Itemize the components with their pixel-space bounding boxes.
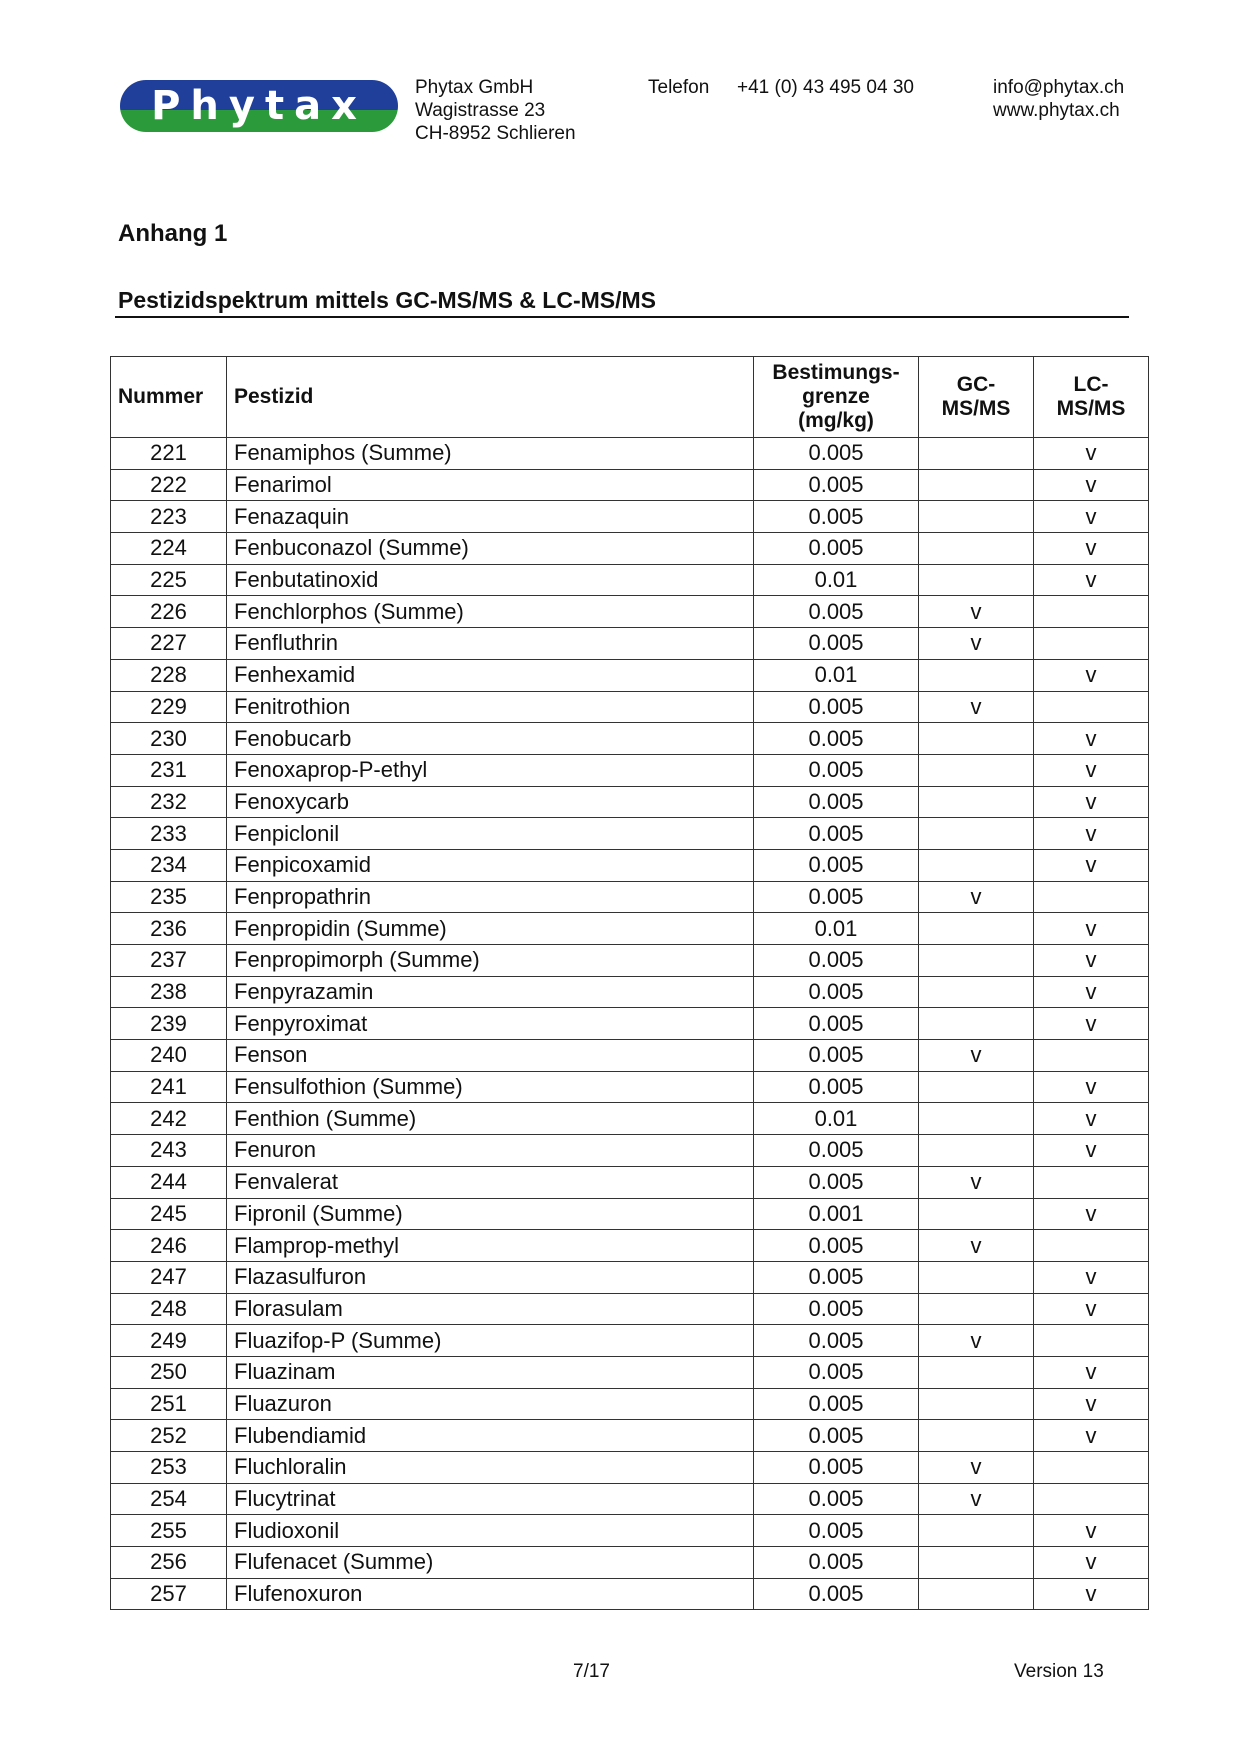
row-limit: 0.005	[754, 1135, 919, 1167]
row-lc-mark: v	[1034, 1135, 1149, 1167]
row-gc-mark	[919, 1071, 1034, 1103]
row-pesticide-name: Fenvalerat	[227, 1166, 754, 1198]
row-limit: 0.005	[754, 1071, 919, 1103]
phytax-logo	[120, 80, 398, 132]
table-row	[111, 1420, 1149, 1452]
table-row	[111, 1293, 1149, 1325]
row-limit: 0.005	[754, 1388, 919, 1420]
row-gc-mark: v	[919, 1452, 1034, 1484]
row-lc-mark: v	[1034, 564, 1149, 596]
row-gc-mark: v	[919, 691, 1034, 723]
row-gc-mark	[919, 1008, 1034, 1040]
row-lc-mark	[1034, 1483, 1149, 1515]
row-number: 230	[111, 723, 227, 755]
row-lc-mark: v	[1034, 1420, 1149, 1452]
col-pesticide-header: Pestizid	[227, 357, 754, 438]
row-limit: 0.005	[754, 1166, 919, 1198]
logo-text: Phytax	[151, 83, 367, 129]
row-lc-mark	[1034, 881, 1149, 913]
row-gc-mark	[919, 913, 1034, 945]
row-pesticide-name: Fluazuron	[227, 1388, 754, 1420]
row-limit: 0.005	[754, 501, 919, 533]
table-body	[111, 438, 1149, 1610]
row-pesticide-name: Fipronil (Summe)	[227, 1198, 754, 1230]
table-row	[111, 1515, 1149, 1547]
table-row	[111, 1452, 1149, 1484]
row-limit: 0.005	[754, 1261, 919, 1293]
row-gc-mark	[919, 849, 1034, 881]
row-number: 231	[111, 754, 227, 786]
table-row	[111, 659, 1149, 691]
row-lc-mark: v	[1034, 818, 1149, 850]
row-number: 245	[111, 1198, 227, 1230]
email-link[interactable]: info@phytax.ch	[993, 77, 1125, 98]
col-limit-line2: grenze	[802, 385, 870, 408]
row-number: 225	[111, 564, 227, 596]
row-lc-mark	[1034, 691, 1149, 723]
row-gc-mark	[919, 438, 1034, 470]
row-gc-mark	[919, 723, 1034, 755]
row-number: 251	[111, 1388, 227, 1420]
row-limit: 0.001	[754, 1198, 919, 1230]
row-limit: 0.005	[754, 754, 919, 786]
row-lc-mark: v	[1034, 723, 1149, 755]
row-number: 241	[111, 1071, 227, 1103]
row-limit: 0.005	[754, 628, 919, 660]
row-number: 255	[111, 1515, 227, 1547]
row-number: 226	[111, 596, 227, 628]
row-limit: 0.005	[754, 1356, 919, 1388]
col-limit-header	[754, 357, 919, 438]
table-row	[111, 596, 1149, 628]
row-limit: 0.005	[754, 1325, 919, 1357]
row-limit: 0.005	[754, 945, 919, 977]
col-gc-line2: MS/MS	[941, 397, 1011, 420]
row-limit: 0.005	[754, 723, 919, 755]
table-row	[111, 1483, 1149, 1515]
row-lc-mark	[1034, 1325, 1149, 1357]
table-row	[111, 1103, 1149, 1135]
row-number: 242	[111, 1103, 227, 1135]
row-number: 238	[111, 976, 227, 1008]
table-row	[111, 691, 1149, 723]
row-limit: 0.005	[754, 881, 919, 913]
row-limit: 0.01	[754, 1103, 919, 1135]
row-lc-mark: v	[1034, 1293, 1149, 1325]
table-row	[111, 818, 1149, 850]
row-gc-mark	[919, 1103, 1034, 1135]
col-limit-line1: Bestimungs-	[772, 361, 900, 384]
row-lc-mark	[1034, 628, 1149, 660]
pesticide-table	[110, 356, 1149, 1610]
row-limit: 0.005	[754, 1008, 919, 1040]
row-pesticide-name: Fenpyroximat	[227, 1008, 754, 1040]
row-gc-mark	[919, 1135, 1034, 1167]
row-number: 246	[111, 1230, 227, 1262]
row-pesticide-name: Flufenacet (Summe)	[227, 1547, 754, 1579]
table-row	[111, 1230, 1149, 1262]
row-pesticide-name: Fludioxonil	[227, 1515, 754, 1547]
table-row	[111, 1198, 1149, 1230]
row-lc-mark: v	[1034, 1261, 1149, 1293]
col-lc-line1: LC-	[1073, 373, 1109, 396]
row-limit: 0.005	[754, 691, 919, 723]
table-row	[111, 945, 1149, 977]
row-limit: 0.005	[754, 596, 919, 628]
row-lc-mark: v	[1034, 533, 1149, 565]
row-number: 250	[111, 1356, 227, 1388]
row-number: 243	[111, 1135, 227, 1167]
row-pesticide-name: Fenoxycarb	[227, 786, 754, 818]
table-row	[111, 1547, 1149, 1579]
row-limit: 0.005	[754, 1293, 919, 1325]
row-lc-mark: v	[1034, 976, 1149, 1008]
table-row	[111, 1325, 1149, 1357]
row-number: 236	[111, 913, 227, 945]
col-limit-line3: (mg/kg)	[798, 409, 874, 432]
table-row	[111, 533, 1149, 565]
row-lc-mark: v	[1034, 1388, 1149, 1420]
row-number: 249	[111, 1325, 227, 1357]
table-row	[111, 913, 1149, 945]
table-row	[111, 976, 1149, 1008]
table-row	[111, 786, 1149, 818]
row-lc-mark: v	[1034, 1547, 1149, 1579]
row-lc-mark: v	[1034, 786, 1149, 818]
row-pesticide-name: Fenamiphos (Summe)	[227, 438, 754, 470]
row-gc-mark	[919, 1420, 1034, 1452]
row-limit: 0.005	[754, 533, 919, 565]
table-row	[111, 1356, 1149, 1388]
row-lc-mark	[1034, 596, 1149, 628]
row-pesticide-name: Fenfluthrin	[227, 628, 754, 660]
table-header-row	[111, 357, 1149, 438]
row-pesticide-name: Fenarimol	[227, 469, 754, 501]
row-number: 221	[111, 438, 227, 470]
contact-web	[993, 76, 1124, 122]
row-gc-mark	[919, 1198, 1034, 1230]
row-number: 256	[111, 1547, 227, 1579]
row-limit: 0.005	[754, 976, 919, 1008]
row-limit: 0.005	[754, 786, 919, 818]
table-row	[111, 881, 1149, 913]
row-lc-mark: v	[1034, 913, 1149, 945]
col-gc-header	[919, 357, 1034, 438]
row-number: 253	[111, 1452, 227, 1484]
row-number: 224	[111, 533, 227, 565]
table-row	[111, 723, 1149, 755]
row-lc-mark: v	[1034, 438, 1149, 470]
phone-label: Telefon	[648, 77, 710, 98]
row-pesticide-name: Fenchlorphos (Summe)	[227, 596, 754, 628]
row-limit: 0.005	[754, 1420, 919, 1452]
row-gc-mark	[919, 469, 1034, 501]
row-lc-mark	[1034, 1166, 1149, 1198]
row-gc-mark	[919, 818, 1034, 850]
row-pesticide-name: Fenobucarb	[227, 723, 754, 755]
row-limit: 0.005	[754, 1040, 919, 1072]
row-pesticide-name: Flucytrinat	[227, 1483, 754, 1515]
row-pesticide-name: Fenbutatinoxid	[227, 564, 754, 596]
row-gc-mark	[919, 564, 1034, 596]
row-number: 254	[111, 1483, 227, 1515]
table-row	[111, 1135, 1149, 1167]
row-limit: 0.01	[754, 564, 919, 596]
table-row	[111, 1388, 1149, 1420]
row-number: 237	[111, 945, 227, 977]
appendix-title: Anhang 1	[118, 220, 228, 247]
row-number: 244	[111, 1166, 227, 1198]
table-row	[111, 628, 1149, 660]
row-lc-mark	[1034, 1452, 1149, 1484]
row-gc-mark	[919, 501, 1034, 533]
row-lc-mark: v	[1034, 501, 1149, 533]
row-lc-mark	[1034, 1040, 1149, 1072]
row-pesticide-name: Fenpropidin (Summe)	[227, 913, 754, 945]
table-row	[111, 438, 1149, 470]
row-pesticide-name: Fensulfothion (Summe)	[227, 1071, 754, 1103]
row-lc-mark: v	[1034, 469, 1149, 501]
row-number: 234	[111, 849, 227, 881]
table-row	[111, 1071, 1149, 1103]
row-lc-mark: v	[1034, 1515, 1149, 1547]
row-limit: 0.005	[754, 1547, 919, 1579]
col-gc-line1: GC-	[956, 373, 996, 396]
row-lc-mark: v	[1034, 1103, 1149, 1135]
row-limit: 0.005	[754, 1483, 919, 1515]
row-lc-mark	[1034, 1230, 1149, 1262]
row-limit: 0.005	[754, 1515, 919, 1547]
table-row	[111, 1040, 1149, 1072]
row-gc-mark	[919, 945, 1034, 977]
table-row	[111, 1261, 1149, 1293]
website-link[interactable]: www.phytax.ch	[993, 100, 1120, 121]
row-pesticide-name: Fenpicoxamid	[227, 849, 754, 881]
row-pesticide-name: Fenitrothion	[227, 691, 754, 723]
row-lc-mark: v	[1034, 849, 1149, 881]
company-city: CH-8952 Schlieren	[415, 123, 576, 144]
row-gc-mark	[919, 786, 1034, 818]
row-lc-mark: v	[1034, 1008, 1149, 1040]
row-lc-mark: v	[1034, 1578, 1149, 1610]
row-limit: 0.005	[754, 469, 919, 501]
row-pesticide-name: Fluazifop-P (Summe)	[227, 1325, 754, 1357]
row-number: 240	[111, 1040, 227, 1072]
company-address	[415, 76, 576, 145]
row-gc-mark: v	[919, 1040, 1034, 1072]
row-number: 223	[111, 501, 227, 533]
row-pesticide-name: Flubendiamid	[227, 1420, 754, 1452]
row-gc-mark	[919, 1515, 1034, 1547]
row-number: 239	[111, 1008, 227, 1040]
row-lc-mark: v	[1034, 1071, 1149, 1103]
document-version: Version 13	[1014, 1661, 1104, 1682]
row-lc-mark: v	[1034, 1198, 1149, 1230]
row-pesticide-name: Fenpiclonil	[227, 818, 754, 850]
row-number: 257	[111, 1578, 227, 1610]
row-lc-mark: v	[1034, 1356, 1149, 1388]
row-pesticide-name: Flazasulfuron	[227, 1261, 754, 1293]
row-gc-mark	[919, 1293, 1034, 1325]
row-pesticide-name: Florasulam	[227, 1293, 754, 1325]
row-limit: 0.005	[754, 438, 919, 470]
row-gc-mark	[919, 1547, 1034, 1579]
row-number: 248	[111, 1293, 227, 1325]
row-gc-mark: v	[919, 1325, 1034, 1357]
row-number: 232	[111, 786, 227, 818]
row-number: 247	[111, 1261, 227, 1293]
row-pesticide-name: Fenazaquin	[227, 501, 754, 533]
page-number: 7/17	[573, 1661, 610, 1682]
row-number: 233	[111, 818, 227, 850]
col-number-header: Nummer	[111, 357, 227, 438]
row-gc-mark	[919, 659, 1034, 691]
row-limit: 0.01	[754, 659, 919, 691]
row-limit: 0.005	[754, 1230, 919, 1262]
row-number: 227	[111, 628, 227, 660]
row-pesticide-name: Fenpropimorph (Summe)	[227, 945, 754, 977]
phone-number: +41 (0) 43 495 04 30	[737, 77, 914, 98]
row-pesticide-name: Fenoxaprop-P-ethyl	[227, 754, 754, 786]
row-gc-mark	[919, 1261, 1034, 1293]
row-number: 229	[111, 691, 227, 723]
row-gc-mark	[919, 1388, 1034, 1420]
row-limit: 0.005	[754, 818, 919, 850]
row-lc-mark: v	[1034, 659, 1149, 691]
col-lc-header	[1034, 357, 1149, 438]
row-limit: 0.01	[754, 913, 919, 945]
row-gc-mark: v	[919, 1166, 1034, 1198]
row-pesticide-name: Fenpropathrin	[227, 881, 754, 913]
table-row	[111, 1008, 1149, 1040]
row-gc-mark: v	[919, 596, 1034, 628]
row-limit: 0.005	[754, 1578, 919, 1610]
row-gc-mark: v	[919, 1230, 1034, 1262]
col-lc-line2: MS/MS	[1056, 397, 1126, 420]
row-number: 222	[111, 469, 227, 501]
row-pesticide-name: Flamprop-methyl	[227, 1230, 754, 1262]
row-pesticide-name: Fluchloralin	[227, 1452, 754, 1484]
row-gc-mark	[919, 976, 1034, 1008]
table-row	[111, 1166, 1149, 1198]
row-number: 252	[111, 1420, 227, 1452]
row-lc-mark: v	[1034, 945, 1149, 977]
row-pesticide-name: Fenthion (Summe)	[227, 1103, 754, 1135]
row-pesticide-name: Fenbuconazol (Summe)	[227, 533, 754, 565]
row-gc-mark: v	[919, 628, 1034, 660]
row-number: 228	[111, 659, 227, 691]
table-row	[111, 564, 1149, 596]
table-row	[111, 501, 1149, 533]
table-row	[111, 754, 1149, 786]
row-limit: 0.005	[754, 849, 919, 881]
row-number: 235	[111, 881, 227, 913]
company-name: Phytax GmbH	[415, 77, 534, 98]
row-gc-mark	[919, 1578, 1034, 1610]
row-gc-mark: v	[919, 881, 1034, 913]
row-limit: 0.005	[754, 1452, 919, 1484]
row-pesticide-name: Fenson	[227, 1040, 754, 1072]
company-street: Wagistrasse 23	[415, 100, 546, 121]
row-pesticide-name: Fenhexamid	[227, 659, 754, 691]
row-gc-mark	[919, 1356, 1034, 1388]
row-pesticide-name: Fenuron	[227, 1135, 754, 1167]
title-divider	[115, 316, 1129, 318]
row-pesticide-name: Flufenoxuron	[227, 1578, 754, 1610]
row-gc-mark: v	[919, 1483, 1034, 1515]
section-title: Pestizidspektrum mittels GC-MS/MS & LC-MS/MS	[118, 287, 657, 313]
row-gc-mark	[919, 533, 1034, 565]
row-lc-mark: v	[1034, 754, 1149, 786]
row-pesticide-name: Fluazinam	[227, 1356, 754, 1388]
row-gc-mark	[919, 754, 1034, 786]
table-row	[111, 1578, 1149, 1610]
row-pesticide-name: Fenpyrazamin	[227, 976, 754, 1008]
table-row	[111, 469, 1149, 501]
table-row	[111, 849, 1149, 881]
